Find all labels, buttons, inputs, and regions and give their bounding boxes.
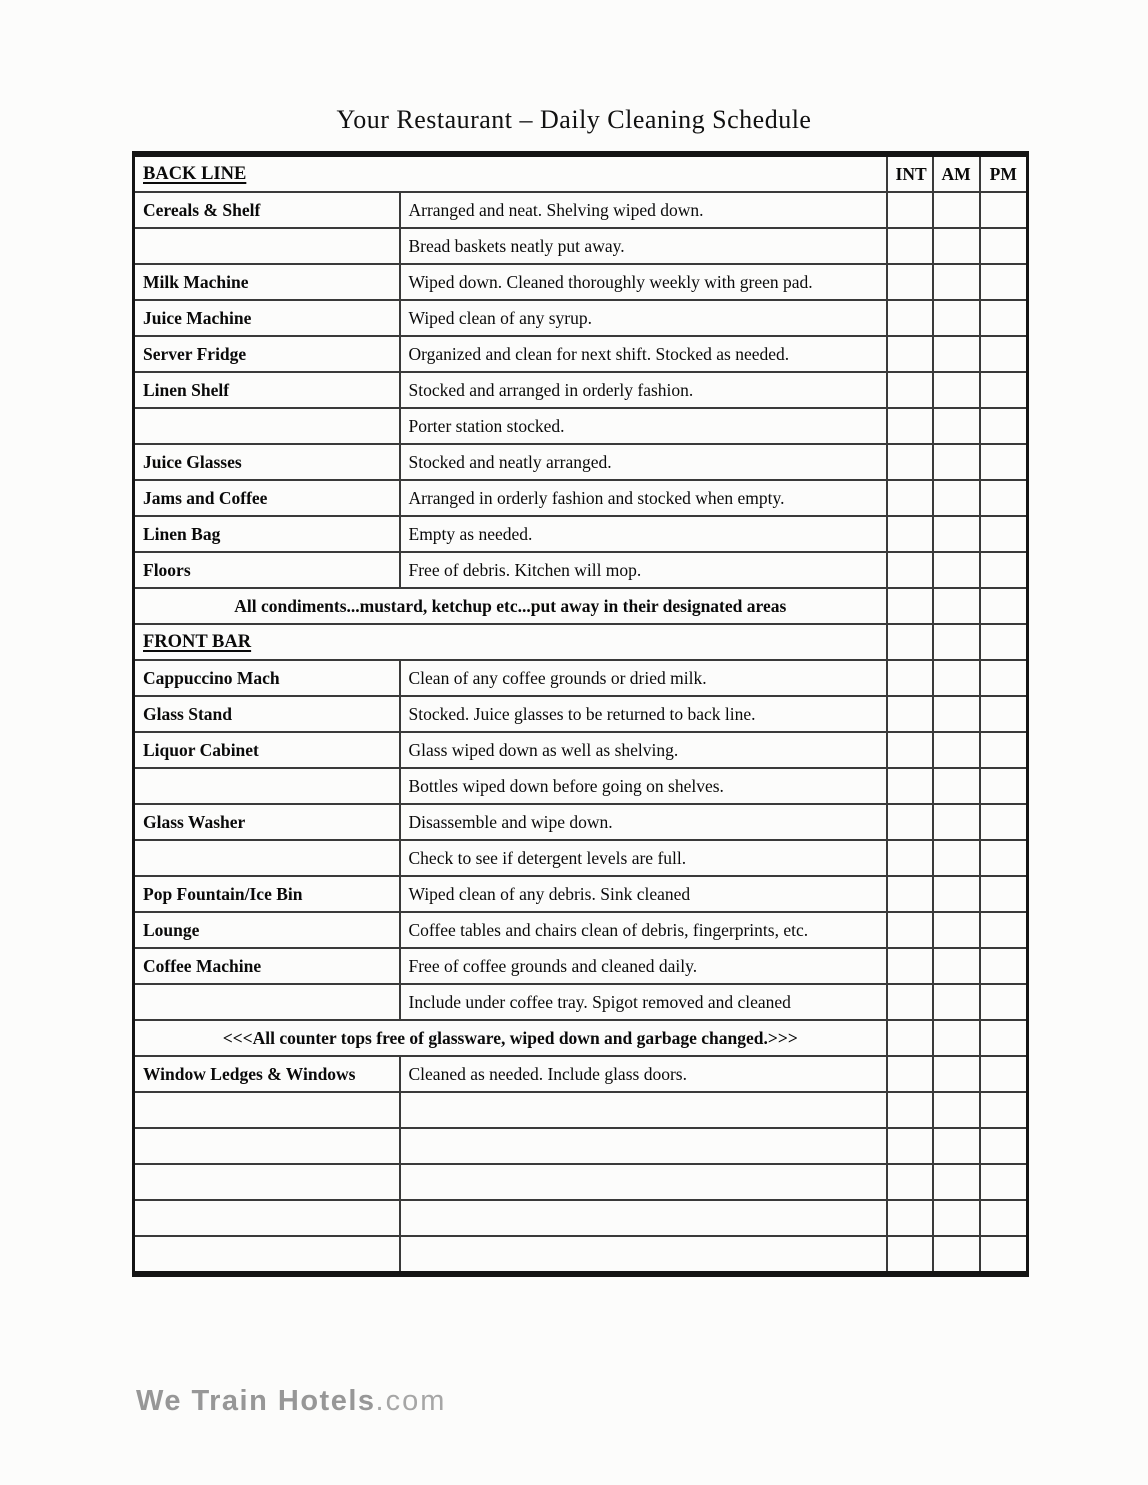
- item-cell: Floors: [134, 552, 400, 588]
- am-cell: [933, 696, 980, 732]
- desc-cell: Clean of any coffee grounds or dried milk.: [400, 660, 887, 696]
- table-row: [134, 840, 1028, 876]
- table-row: [134, 624, 1028, 660]
- pm-cell: [980, 192, 1028, 228]
- desc-cell: Bottles wiped down before going on shelves.: [400, 768, 887, 804]
- item-cell: Liquor Cabinet: [134, 732, 400, 768]
- int-cell: [887, 696, 933, 732]
- item-cell: Lounge: [134, 912, 400, 948]
- am-cell: [933, 228, 980, 264]
- am-cell: [933, 444, 980, 480]
- table-row: [134, 1020, 1028, 1056]
- desc-cell: Disassemble and wipe down.: [400, 804, 887, 840]
- am-cell: [933, 1020, 980, 1056]
- table-row: [134, 300, 1028, 336]
- item-cell: Juice Glasses: [134, 444, 400, 480]
- note-cell: All condiments...mustard, ketchup etc...put away in their designated areas: [134, 588, 887, 624]
- item-cell: Glass Stand: [134, 696, 400, 732]
- pm-cell: [980, 660, 1028, 696]
- page-title: Your Restaurant – Daily Cleaning Schedule: [336, 105, 812, 134]
- am-cell: [933, 1056, 980, 1092]
- pm-cell: [980, 624, 1028, 660]
- table-row: [134, 1200, 1028, 1236]
- table-row: [134, 768, 1028, 804]
- int-cell: [887, 408, 933, 444]
- int-cell: [887, 732, 933, 768]
- table-row: [134, 1164, 1028, 1200]
- item-cell: Pop Fountain/Ice Bin: [134, 876, 400, 912]
- pm-cell: [980, 804, 1028, 840]
- int-cell: [887, 1164, 933, 1200]
- table-row: [134, 948, 1028, 984]
- int-cell: [887, 1056, 933, 1092]
- item-cell: Linen Shelf: [134, 372, 400, 408]
- table-row: [134, 660, 1028, 696]
- desc-cell: [400, 1128, 887, 1164]
- desc-cell: Coffee tables and chairs clean of debris, fingerprints, etc.: [400, 912, 887, 948]
- int-cell: [887, 912, 933, 948]
- am-cell: [933, 1236, 980, 1274]
- item-cell: [134, 1164, 400, 1200]
- table-row: [134, 264, 1028, 300]
- am-cell: [933, 372, 980, 408]
- desc-cell: Porter station stocked.: [400, 408, 887, 444]
- am-cell: [933, 192, 980, 228]
- table-row: [134, 154, 1028, 192]
- desc-cell: Stocked and arranged in orderly fashion.: [400, 372, 887, 408]
- pm-cell: [980, 588, 1028, 624]
- int-cell: [887, 984, 933, 1020]
- table-row: [134, 1092, 1028, 1128]
- pm-cell: [980, 444, 1028, 480]
- desc-cell: Cleaned as needed. Include glass doors.: [400, 1056, 887, 1092]
- table-row: [134, 336, 1028, 372]
- int-cell: [887, 372, 933, 408]
- table-row: [134, 732, 1028, 768]
- int-cell: [887, 444, 933, 480]
- pm-cell: [980, 480, 1028, 516]
- table-row: [134, 1128, 1028, 1164]
- desc-cell: Free of coffee grounds and cleaned daily.: [400, 948, 887, 984]
- int-cell: [887, 660, 933, 696]
- pm-cell: [980, 732, 1028, 768]
- int-cell: [887, 588, 933, 624]
- section-header-cell: [134, 624, 887, 660]
- int-cell: [887, 840, 933, 876]
- int-cell: [887, 1092, 933, 1128]
- pm-cell: [980, 300, 1028, 336]
- int-cell: [887, 480, 933, 516]
- pm-cell: [980, 264, 1028, 300]
- table-row: [134, 480, 1028, 516]
- note-cell: <<<All counter tops free of glassware, wiped down and garbage changed.>>>: [134, 1020, 887, 1056]
- desc-cell: Wiped down. Cleaned thoroughly weekly with green pad.: [400, 264, 887, 300]
- am-cell: [933, 552, 980, 588]
- pm-cell: [980, 1200, 1028, 1236]
- am-cell: [933, 948, 980, 984]
- int-cell: [887, 1236, 933, 1274]
- pm-cell: [980, 984, 1028, 1020]
- int-cell: [887, 876, 933, 912]
- desc-cell: [400, 1200, 887, 1236]
- table-row: [134, 696, 1028, 732]
- pm-cell: [980, 372, 1028, 408]
- table-row: [134, 228, 1028, 264]
- table-row: [134, 552, 1028, 588]
- table-row: [134, 588, 1028, 624]
- pm-cell: [980, 336, 1028, 372]
- pm-cell: [980, 1128, 1028, 1164]
- footer-brand-name: We Train Hotels: [136, 1385, 376, 1417]
- am-cell: [933, 516, 980, 552]
- cleaning-schedule-table: [132, 151, 1029, 1277]
- desc-cell: Check to see if detergent levels are full.: [400, 840, 887, 876]
- item-cell: Jams and Coffee: [134, 480, 400, 516]
- desc-cell: Arranged in orderly fashion and stocked when empty.: [400, 480, 887, 516]
- pm-cell: [980, 516, 1028, 552]
- table-row: [134, 444, 1028, 480]
- pm-cell: [980, 696, 1028, 732]
- int-cell: [887, 264, 933, 300]
- desc-cell: Wiped clean of any debris. Sink cleaned: [400, 876, 887, 912]
- int-column-header: INT: [887, 154, 933, 192]
- pm-cell: [980, 1092, 1028, 1128]
- am-cell: [933, 732, 980, 768]
- am-cell: [933, 264, 980, 300]
- cleaning-table-body: [134, 154, 1028, 1274]
- table-row: [134, 408, 1028, 444]
- pm-cell: [980, 948, 1028, 984]
- item-cell: [134, 840, 400, 876]
- int-cell: [887, 624, 933, 660]
- int-cell: [887, 192, 933, 228]
- am-cell: [933, 300, 980, 336]
- am-cell: [933, 480, 980, 516]
- int-cell: [887, 228, 933, 264]
- am-cell: [933, 768, 980, 804]
- item-cell: Cereals & Shelf: [134, 192, 400, 228]
- am-cell: [933, 984, 980, 1020]
- item-cell: Server Fridge: [134, 336, 400, 372]
- am-cell: [933, 804, 980, 840]
- desc-cell: Arranged and neat. Shelving wiped down.: [400, 192, 887, 228]
- desc-cell: Stocked and neatly arranged.: [400, 444, 887, 480]
- table-row: [134, 1236, 1028, 1274]
- desc-cell: Empty as needed.: [400, 516, 887, 552]
- int-cell: [887, 552, 933, 588]
- desc-cell: Include under coffee tray. Spigot removed and cleaned: [400, 984, 887, 1020]
- table-row: [134, 876, 1028, 912]
- pm-cell: [980, 552, 1028, 588]
- item-cell: Linen Bag: [134, 516, 400, 552]
- int-cell: [887, 768, 933, 804]
- table-row: [134, 192, 1028, 228]
- item-cell: [134, 1200, 400, 1236]
- am-cell: [933, 876, 980, 912]
- am-cell: [933, 1128, 980, 1164]
- int-cell: [887, 1128, 933, 1164]
- section-label: FRONT BAR: [143, 632, 252, 652]
- item-cell: Glass Washer: [134, 804, 400, 840]
- table-row: [134, 912, 1028, 948]
- item-cell: [134, 1092, 400, 1128]
- am-cell: [933, 588, 980, 624]
- pm-cell: [980, 912, 1028, 948]
- desc-cell: Bread baskets neatly put away.: [400, 228, 887, 264]
- desc-cell: Wiped clean of any syrup.: [400, 300, 887, 336]
- item-cell: Milk Machine: [134, 264, 400, 300]
- am-cell: [933, 1200, 980, 1236]
- int-cell: [887, 804, 933, 840]
- desc-cell: Stocked. Juice glasses to be returned to back line.: [400, 696, 887, 732]
- am-cell: [933, 624, 980, 660]
- am-cell: [933, 336, 980, 372]
- item-cell: Window Ledges & Windows: [134, 1056, 400, 1092]
- pm-cell: [980, 1236, 1028, 1274]
- desc-cell: Organized and clean for next shift. Stocked as needed.: [400, 336, 887, 372]
- pm-cell: [980, 1164, 1028, 1200]
- int-cell: [887, 336, 933, 372]
- am-cell: [933, 840, 980, 876]
- table-row: [134, 804, 1028, 840]
- desc-cell: [400, 1092, 887, 1128]
- int-cell: [887, 948, 933, 984]
- item-cell: [134, 408, 400, 444]
- item-cell: Coffee Machine: [134, 948, 400, 984]
- pm-column-header: PM: [980, 154, 1028, 192]
- int-cell: [887, 300, 933, 336]
- am-cell: [933, 912, 980, 948]
- desc-cell: Free of debris. Kitchen will mop.: [400, 552, 887, 588]
- table-row: [134, 372, 1028, 408]
- table-row: [134, 516, 1028, 552]
- pm-cell: [980, 408, 1028, 444]
- am-cell: [933, 1092, 980, 1128]
- pm-cell: [980, 228, 1028, 264]
- am-cell: [933, 408, 980, 444]
- pm-cell: [980, 840, 1028, 876]
- pm-cell: [980, 768, 1028, 804]
- desc-cell: [400, 1236, 887, 1274]
- item-cell: [134, 984, 400, 1020]
- item-cell: [134, 768, 400, 804]
- table-row: [134, 984, 1028, 1020]
- pm-cell: [980, 1020, 1028, 1056]
- footer-brand-tld: .com: [375, 1385, 447, 1417]
- item-cell: Juice Machine: [134, 300, 400, 336]
- am-cell: [933, 1164, 980, 1200]
- pm-cell: [980, 876, 1028, 912]
- desc-cell: Glass wiped down as well as shelving.: [400, 732, 887, 768]
- int-cell: [887, 516, 933, 552]
- section-header-cell: [134, 154, 887, 192]
- table-row: [134, 1056, 1028, 1092]
- int-cell: [887, 1020, 933, 1056]
- pm-cell: [980, 1056, 1028, 1092]
- desc-cell: [400, 1164, 887, 1200]
- int-cell: [887, 1200, 933, 1236]
- item-cell: [134, 228, 400, 264]
- item-cell: [134, 1236, 400, 1274]
- footer-logo: [136, 1385, 446, 1418]
- item-cell: Cappuccino Mach: [134, 660, 400, 696]
- item-cell: [134, 1128, 400, 1164]
- am-cell: [933, 660, 980, 696]
- section-label: BACK LINE: [143, 164, 247, 184]
- am-column-header: AM: [933, 154, 980, 192]
